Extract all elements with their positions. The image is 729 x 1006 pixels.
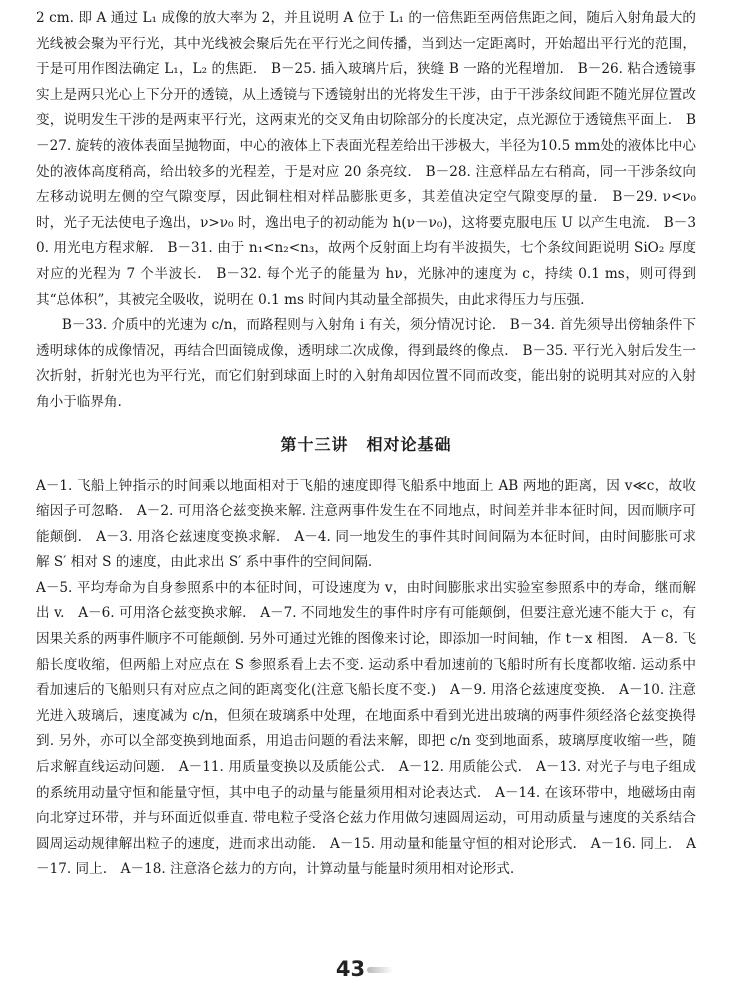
relativity-paragraph-a5: A－5. 平均寿命为自身参照系中的本征时间，可设速度为 v，由时间膨胀求出实验室参照系中的寿命，继而解出 v. A－6. 可用洛仑兹变换求解. A－7. 不同地发生的事件时序有可能颠倒，但要注意光速不能大于 c，有因果关系的两事件顺序不可能颠倒. 另外可通过光锥的图像来讨论，即添加一时间轴，作 t－x 相图. A－8. 飞船长度收缩，但两船上对应点在 S 参照系看上去不变. 运动系中看加速前的飞船时所有长度都收缩. 运动系中看加速后的飞船则只有对应点之间的距离变化(注意飞船长度不变.) A－9. 用洛仑兹速度变换. A－10. 注意光进入玻璃后，速度减为 c/n，但须在玻璃系中处理，在地面系中看到光进出玻璃的两事件须经洛仑兹变换得到. 另外，亦可以全部变换到地面系，用追击问题的看法来解，即把 c/n 变到地面系，玻璃厚度收缩一些，随后求解直线运动问题. A－11. 用质量变换以及质能公式. A－12. 用质能公式. A－13. 对光子与电子组成的系统用动量守恒和能量守恒，其中电子的动量与能量须用相对论表达式. A－14. 在该环带中，地磁场由南向北穿过环带，并与环面近似垂直. 带电粒子受洛仑兹力作用做匀速圆周运动，可用动质量与速度的关系结合圆周运动规律解出粒子的速度，进而求出动能. A－15. 用动量和能量守恒的相对论形式. A－16. 同上. A－17. 同上. A－18. 注意洛仑兹力的方向，计算动量与能量时须用相对论形式. [36, 579, 696, 878]
page-number-swoosh [367, 967, 393, 973]
section-heading [36, 416, 696, 474]
lecture-title: 相对论基础 [366, 434, 452, 454]
lecture-number: 第十三讲 [280, 434, 349, 454]
page-number: 43 [0, 957, 729, 981]
relativity-paragraph-a1: A－1. 飞船上钟指示的时间乘以地面相对于飞船的速度即得飞船系中地面上 AB 两地的距离，因 v≪c，故收缩因子可忽略. A－2. 可用洛仑兹变换来解. 注意两事件发生在不同地点，时间差并非本征时间，因而顺序可能颠倒. A－3. 用洛仑兹速度变换求解. A－4. 同一地发生的事件其时间间隔为本征时间，由时间膨胀可求解 S′ 相对 S 的速度，由此求出 S′ 系中事件的空间间隔. [36, 477, 696, 571]
page-body [36, 6, 696, 883]
optics-paragraph-b33: B－33. 介质中的光速为 c/n，而路程则与入射角 i 有关，须分情况讨论. B－34. 首先须导出傍轴条件下透明球体的成像情况，再结合凹面镜成像，透明球二次成像，得到最终的像点. B－35. 平行光入射后发生一次折射，折射光也为平行光，而它们射到球面上时的入射角却因位置不同而改变，能出射的说明其对应的入射角小于临界角. [36, 317, 696, 410]
optics-paragraph-continued: 2 cm. 即 A 通过 L₁ 成像的放大率为 2，并且说明 A 位于 L₁ 的一倍焦距至两倍焦距之间，随后入射角最大的光线被会聚为平行光，其中光线被会聚后先在平行光之间传播，当到达一定距离时，开始超出平行光的范围，于是可用作图法确定 L₁，L₂ 的焦距. B－25. 插入玻璃片后，狭缝 B 一路的光程增加. B－26. 粘合透镜事实上是两只光心上下分开的透镜，从上透镜与下透镜射出的光将发生干涉，由于干涉条纹间距不随光屏位置改变，说明发生干涉的是两束平行光，这两束光的交叉角由切除部分的长度决定，点光源位于透镜焦平面上. B－27. 旋转的液体表面呈抛物面，中心的液体上下表面光程差给出干涉极大，半径为10.5 mm处的液体比中心处的液体高度稍高，给出较多的光程差，于是对应 20 条亮纹. B－28. 注意样品左右稍高，同一干涉条纹向左移动说明左侧的空气隙变厚，因此铜柱相对样品膨胀更多，其差值决定空气隙变厚的量. B－29. ν<ν₀ 时，光子无法使电子逸出，ν>ν₀ 时，逸出电子的初动能为 h(ν－ν₀)，这将要克服电压 U 以产生电流. B－30. 用光电方程求解. B－31. 由于 n₁<n₂<n₃，故两个反射面上均有半波损失，七个条纹间距说明 SiO₂ 厚度对应的光程为 7 个半波长. B－32. 每个光子的能量为 hν，光脉冲的速度为 c，持续 0.1 ms，则可得到其“总体积”，其被完全吸收，说明在 0.1 ms 时间内其动量全部损失，由此求得压力与压强. [36, 10, 696, 308]
